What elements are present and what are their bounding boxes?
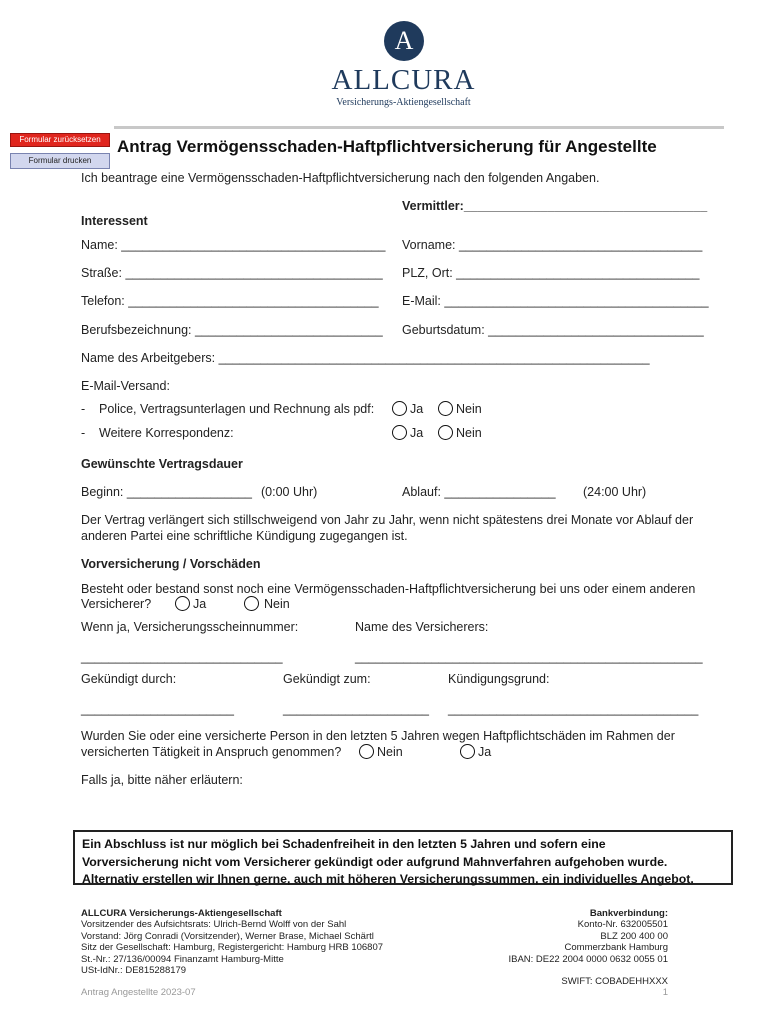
notice-text [82, 836, 694, 889]
gekuendigt-durch-label: Gekündigt durch: [81, 672, 177, 686]
telefon-field[interactable]: Telefon: ____________________________________ [81, 294, 379, 308]
section-heading-vertragsdauer: Gewünschte Vertragsdauer [81, 457, 243, 471]
radio-label-nein: Nein [456, 426, 482, 440]
radio-label-nein: Nein [264, 597, 290, 611]
erlaeuterung-label: Falls ja, bitte näher erläutern: [81, 773, 243, 787]
bank-line: Commerzbank Hamburg [564, 942, 668, 954]
radio-label-ja: Ja [410, 402, 424, 416]
ablauf-time-note: (24:00 Uhr) [583, 485, 647, 499]
page-number: 1 [662, 987, 668, 998]
verlaengerung-text: anderen Partei eine schriftliche Kündigung zugegangen ist. [81, 529, 408, 543]
bank-swift: SWIFT: COBADEHHXXX [561, 976, 668, 987]
bank-line: Konto-Nr. 632005501 [577, 919, 668, 931]
section-heading-interessent: Interessent [81, 214, 148, 228]
radio-label-ja: Ja [478, 745, 492, 759]
korrespondenz-label: Weitere Korrespondenz: [99, 426, 234, 440]
geburtsdatum-field[interactable]: Geburtsdatum: _______________________________ [402, 323, 704, 337]
vorschaeden-nein-radio[interactable] [359, 744, 374, 759]
radio-label-ja: Ja [193, 597, 207, 611]
notice-line: Vorversicherung nicht vom Versicherer gekündigt oder aufgrund Mahnverfahren aufgehoben wurde. [82, 854, 668, 869]
vorschaeden-question: versicherten Tätigkeit in Anspruch genommen? [81, 745, 342, 759]
arbeitgeber-field[interactable]: Name des Arbeitgebers: ______________________________________________________________ [81, 351, 650, 365]
radio-label-nein: Nein [377, 745, 403, 759]
kuendigungsgrund-input[interactable]: ____________________________________ [448, 702, 699, 716]
company-logo-name: ALLCURA [331, 64, 476, 96]
versicherer-input[interactable]: __________________________________________________ [355, 650, 703, 664]
section-heading-vorversicherung: Vorversicherung / Vorschäden [81, 557, 261, 571]
beginn-field[interactable]: Beginn: __________________ [81, 485, 253, 499]
print-form-button[interactable]: Formular drucken [10, 153, 110, 169]
email-versand-label: E-Mail-Versand: [81, 379, 170, 393]
footer-company-info [81, 908, 383, 976]
ablauf-field[interactable]: Ablauf: ________________ [402, 485, 556, 499]
pdf-ja-radio[interactable] [392, 401, 407, 416]
vorversicherung-question: Versicherer? [81, 597, 152, 611]
company-logo-subtitle: Versicherungs-Aktiengesellschaft [336, 97, 471, 108]
radio-label-nein: Nein [456, 402, 482, 416]
reset-form-button[interactable]: Formular zurücksetzen [10, 133, 110, 147]
pdf-versand-label: Police, Vertragsunterlagen und Rechnung als pdf: [99, 402, 375, 416]
company-logo-mark: A [384, 21, 424, 61]
footer-line: Sitz der Gesellschaft: Hamburg, Registergericht: Hamburg HRB 106807 [81, 942, 384, 954]
verlaengerung-text: Der Vertrag verlängert sich stillschweigend von Jahr zu Jahr, wenn nicht spätestens drei Monate vor Ablauf der [81, 513, 694, 527]
gekuendigt-zum-label: Gekündigt zum: [283, 672, 371, 686]
footer-line: Vorsitzender des Aufsichtsrats: Ulrich-Bernd Wolff von der Sahl [81, 919, 347, 931]
header-divider [114, 126, 724, 129]
footer-line: St.-Nr.: 27/136/00094 Finanzamt Hamburg-Mitte [81, 953, 284, 965]
name-field[interactable]: Name: ______________________________________ [81, 238, 386, 252]
scheinnummer-input[interactable]: _____________________________ [81, 650, 283, 664]
gekuendigt-durch-input[interactable]: ______________________ [81, 702, 234, 716]
document-id: Antrag Angestellte 2023-07 [81, 987, 196, 998]
vermittler-field[interactable]: Vermittler:___________________________________ [402, 199, 708, 213]
footer-line: Vorstand: Jörg Conradi (Vorsitzender), Werner Brase, Michael Schärtl [81, 930, 374, 942]
vorschaeden-question: Wurden Sie oder eine versicherte Person in den letzten 5 Jahren wegen Haftpflichtschäden im Rahmen der [81, 729, 675, 743]
notice-line: Alternativ erstellen wir Ihnen gerne, auch mit höheren Versicherungssummen, ein individuelles Angebot. [82, 872, 694, 886]
beginn-time-note: (0:00 Uhr) [261, 485, 318, 499]
scheinnummer-label: Wenn ja, Versicherungsscheinnummer: [81, 620, 299, 634]
vorversicherung-nein-radio[interactable] [244, 596, 259, 611]
page-title: Antrag Vermögensschaden-Haftpflichtversicherung für Angestellte [117, 137, 657, 156]
korrespondenz-nein-radio[interactable] [438, 425, 453, 440]
radio-label-ja: Ja [410, 426, 424, 440]
notice-box [73, 830, 733, 885]
list-dash: - [81, 402, 86, 416]
korrespondenz-ja-radio[interactable] [392, 425, 407, 440]
footer-line: USt-IdNr.: DE815288179 [81, 965, 187, 977]
list-dash: - [81, 426, 86, 440]
footer-bank-info [508, 908, 668, 965]
vorversicherung-ja-radio[interactable] [175, 596, 190, 611]
pdf-nein-radio[interactable] [438, 401, 453, 416]
vorschaeden-ja-radio[interactable] [460, 744, 475, 759]
strasse-field[interactable]: Straße: _____________________________________ [81, 266, 383, 280]
gekuendigt-zum-input[interactable]: _____________________ [283, 702, 429, 716]
bank-heading: Bankverbindung: [589, 908, 668, 919]
notice-line: Ein Abschluss ist nur möglich bei Schadenfreiheit in den letzten 5 Jahren und sofern eine [82, 837, 606, 851]
footer-company-name: ALLCURA Versicherungs-Aktiengesellschaft [81, 908, 282, 919]
vorname-field[interactable]: Vorname: ___________________________________ [402, 238, 703, 252]
beruf-field[interactable]: Berufsbezeichnung: ___________________________ [81, 323, 383, 337]
kuendigungsgrund-label: Kündigungsgrund: [448, 672, 550, 686]
plz-ort-field[interactable]: PLZ, Ort: ___________________________________ [402, 266, 700, 280]
intro-text: Ich beantrage eine Vermögensschaden-Haftpflichtversicherung nach den folgenden Angaben. [81, 171, 600, 185]
email-field[interactable]: E-Mail: ______________________________________ [402, 294, 709, 308]
bank-line: BLZ 200 400 00 [600, 930, 668, 942]
vorversicherung-question: Besteht oder bestand sonst noch eine Vermögensschaden-Haftpflichtversicherung bei uns oder einem anderen [81, 582, 696, 596]
bank-line: IBAN: DE22 2004 0000 0632 0055 01 [508, 953, 668, 965]
versicherer-label: Name des Versicherers: [355, 620, 489, 634]
